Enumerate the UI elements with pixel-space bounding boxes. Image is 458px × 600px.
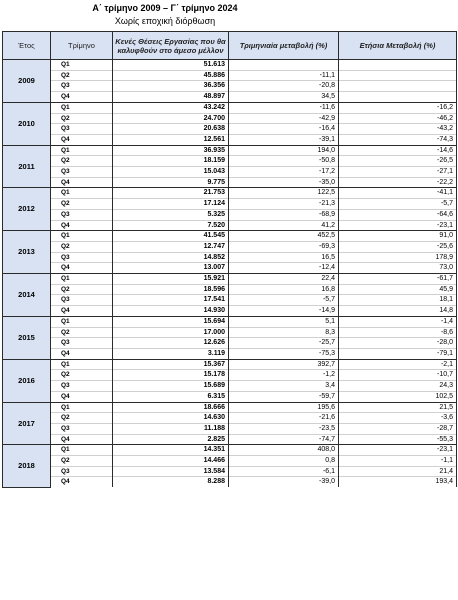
- quarterly-change-cell: 0,8: [229, 456, 339, 467]
- vacancies-cell: 15.694: [113, 316, 229, 327]
- table-row: [3, 327, 457, 338]
- annual-change-cell: 91,0: [339, 231, 457, 242]
- quarterly-change-cell: 3,4: [229, 381, 339, 392]
- quarterly-change-cell: -17,2: [229, 167, 339, 178]
- annual-change-cell: -23,1: [339, 220, 457, 231]
- report-subtitle: Χωρίς εποχική διόρθωση: [114, 16, 216, 26]
- quarterly-change-cell: -12,4: [229, 263, 339, 274]
- quarter-cell: Q1: [51, 60, 113, 71]
- quarter-cell: Q1: [51, 102, 113, 113]
- column-header-annual-change: Ετήσια Μεταβολή (%): [339, 32, 457, 60]
- quarterly-change-cell: -23,5: [229, 423, 339, 434]
- quarterly-change-cell: -59,7: [229, 391, 339, 402]
- annual-change-cell: -3,6: [339, 413, 457, 424]
- quarterly-change-cell: -39,1: [229, 134, 339, 145]
- vacancies-cell: 11.188: [113, 423, 229, 434]
- vacancies-cell: 36.935: [113, 145, 229, 156]
- quarter-cell: Q4: [51, 348, 113, 359]
- quarterly-change-cell: 122,5: [229, 188, 339, 199]
- vacancies-cell: 5.325: [113, 209, 229, 220]
- vacancies-cell: 14.351: [113, 445, 229, 456]
- table-row: [3, 241, 457, 252]
- vacancies-cell: 15.921: [113, 274, 229, 285]
- quarterly-change-cell: 392,7: [229, 359, 339, 370]
- quarter-cell: Q1: [51, 402, 113, 413]
- table-body: [3, 60, 457, 488]
- quarter-cell: Q4: [51, 134, 113, 145]
- quarterly-change-cell: 408,0: [229, 445, 339, 456]
- quarter-cell: Q1: [51, 231, 113, 242]
- vacancies-cell: 18.666: [113, 402, 229, 413]
- quarter-cell: Q4: [51, 92, 113, 103]
- vacancies-cell: 14.852: [113, 252, 229, 263]
- table-row: [3, 134, 457, 145]
- quarterly-change-cell: -35,0: [229, 177, 339, 188]
- quarterly-change-cell: -20,8: [229, 81, 339, 92]
- vacancies-table: [2, 31, 457, 488]
- vacancies-cell: 15.178: [113, 370, 229, 381]
- annual-change-cell: 73,0: [339, 263, 457, 274]
- quarter-cell: Q2: [51, 70, 113, 81]
- quarter-cell: Q3: [51, 81, 113, 92]
- annual-change-cell: -27,1: [339, 167, 457, 178]
- year-cell: 2013: [3, 231, 51, 274]
- quarter-cell: Q2: [51, 241, 113, 252]
- annual-change-cell: 45,9: [339, 284, 457, 295]
- vacancies-cell: 7.520: [113, 220, 229, 231]
- table-row: [3, 209, 457, 220]
- annual-change-cell: -22,2: [339, 177, 457, 188]
- annual-change-cell: -25,6: [339, 241, 457, 252]
- annual-change-cell: -16,2: [339, 102, 457, 113]
- quarterly-change-cell: 452,5: [229, 231, 339, 242]
- quarterly-change-cell: -42,9: [229, 113, 339, 124]
- vacancies-cell: 48.897: [113, 92, 229, 103]
- annual-change-cell: -10,7: [339, 370, 457, 381]
- quarter-cell: Q4: [51, 220, 113, 231]
- quarter-cell: Q4: [51, 434, 113, 445]
- quarter-cell: Q3: [51, 167, 113, 178]
- table-row: [3, 316, 457, 327]
- annual-change-cell: 193,4: [339, 477, 457, 487]
- table-row: [3, 306, 457, 317]
- quarterly-change-cell: -75,3: [229, 348, 339, 359]
- vacancies-cell: 17.000: [113, 327, 229, 338]
- quarter-cell: Q2: [51, 327, 113, 338]
- table-row: [3, 92, 457, 103]
- column-header-year: Έτος: [3, 32, 51, 60]
- quarterly-change-cell: -14,9: [229, 306, 339, 317]
- quarter-cell: Q1: [51, 316, 113, 327]
- annual-change-cell: -43,2: [339, 124, 457, 135]
- quarter-cell: Q3: [51, 124, 113, 135]
- year-cell: 2014: [3, 274, 51, 317]
- annual-change-cell: -1,1: [339, 456, 457, 467]
- quarter-cell: Q3: [51, 252, 113, 263]
- quarterly-change-cell: 5,1: [229, 316, 339, 327]
- vacancies-cell: 13.584: [113, 466, 229, 477]
- quarterly-change-cell: -25,7: [229, 338, 339, 349]
- vacancies-cell: 17.124: [113, 199, 229, 210]
- vacancies-cell: 13.007: [113, 263, 229, 274]
- annual-change-cell: 18,1: [339, 295, 457, 306]
- quarterly-change-cell: -11,6: [229, 102, 339, 113]
- table-row: [3, 466, 457, 477]
- quarter-cell: Q1: [51, 145, 113, 156]
- quarter-cell: Q3: [51, 423, 113, 434]
- table-row: [3, 60, 457, 71]
- table-row: [3, 177, 457, 188]
- table-row: [3, 338, 457, 349]
- quarterly-change-cell: -39,0: [229, 477, 339, 487]
- vacancies-cell: 9.775: [113, 177, 229, 188]
- vacancies-cell: 45.886: [113, 70, 229, 81]
- vacancies-cell: 14.930: [113, 306, 229, 317]
- annual-change-cell: 178,9: [339, 252, 457, 263]
- annual-change-cell: -26,5: [339, 156, 457, 167]
- annual-change-cell: 102,5: [339, 391, 457, 402]
- quarterly-change-cell: -21,6: [229, 413, 339, 424]
- vacancies-cell: 6.315: [113, 391, 229, 402]
- annual-change-cell: [339, 81, 457, 92]
- quarter-cell: Q4: [51, 477, 113, 487]
- vacancies-cell: 15.367: [113, 359, 229, 370]
- table-row: [3, 370, 457, 381]
- vacancies-cell: 14.466: [113, 456, 229, 467]
- quarterly-change-cell: 195,6: [229, 402, 339, 413]
- annual-change-cell: -8,6: [339, 327, 457, 338]
- quarter-cell: Q2: [51, 413, 113, 424]
- table-row: [3, 274, 457, 285]
- quarter-cell: Q4: [51, 263, 113, 274]
- quarter-cell: Q1: [51, 359, 113, 370]
- quarter-cell: Q3: [51, 466, 113, 477]
- vacancies-cell: 12.561: [113, 134, 229, 145]
- table-row: [3, 391, 457, 402]
- quarter-cell: Q3: [51, 381, 113, 392]
- vacancies-cell: 12.626: [113, 338, 229, 349]
- quarterly-change-cell: 16,5: [229, 252, 339, 263]
- annual-change-cell: 21,4: [339, 466, 457, 477]
- quarter-cell: Q2: [51, 370, 113, 381]
- quarterly-change-cell: -1,2: [229, 370, 339, 381]
- table-row: [3, 231, 457, 242]
- quarter-cell: Q4: [51, 391, 113, 402]
- quarterly-change-cell: 34,5: [229, 92, 339, 103]
- quarterly-change-cell: -74,7: [229, 434, 339, 445]
- vacancies-cell: 36.356: [113, 81, 229, 92]
- vacancies-cell: 8.288: [113, 477, 229, 487]
- table-row: [3, 220, 457, 231]
- annual-change-cell: -28,0: [339, 338, 457, 349]
- vacancies-cell: 51.613: [113, 60, 229, 71]
- table-row: [3, 295, 457, 306]
- annual-change-cell: 14,8: [339, 306, 457, 317]
- column-header-vacancies: Κενές Θέσεις Εργασίας που θα καλυφθούν στο άμεσο μέλλον: [113, 32, 229, 60]
- table-row: [3, 124, 457, 135]
- year-cell: 2017: [3, 402, 51, 445]
- annual-change-cell: -46,2: [339, 113, 457, 124]
- quarterly-change-cell: -16,4: [229, 124, 339, 135]
- table-row: [3, 113, 457, 124]
- table-row: [3, 284, 457, 295]
- quarter-cell: Q2: [51, 284, 113, 295]
- year-cell: 2010: [3, 102, 51, 145]
- table-row: [3, 413, 457, 424]
- table-row: [3, 381, 457, 392]
- table-row: [3, 156, 457, 167]
- table-row: [3, 81, 457, 92]
- vacancies-cell: 15.689: [113, 381, 229, 392]
- quarterly-change-cell: 41,2: [229, 220, 339, 231]
- vacancies-cell: 21.753: [113, 188, 229, 199]
- annual-change-cell: -23,1: [339, 445, 457, 456]
- quarter-cell: Q2: [51, 456, 113, 467]
- quarterly-change-cell: 22,4: [229, 274, 339, 285]
- year-cell: 2009: [3, 60, 51, 103]
- table-row: [3, 145, 457, 156]
- annual-change-cell: -14,6: [339, 145, 457, 156]
- year-cell: 2016: [3, 359, 51, 402]
- vacancies-cell: 43.242: [113, 102, 229, 113]
- table-row: [3, 359, 457, 370]
- vacancies-cell: 2.825: [113, 434, 229, 445]
- report-title: Α΄ τρίμηνο 2009 – Γ΄ τρίμηνο 2024: [92, 3, 238, 13]
- table-row: [3, 188, 457, 199]
- annual-change-cell: [339, 92, 457, 103]
- quarter-cell: Q1: [51, 445, 113, 456]
- annual-change-cell: [339, 60, 457, 71]
- annual-change-cell: -2,1: [339, 359, 457, 370]
- quarterly-change-cell: -21,3: [229, 199, 339, 210]
- annual-change-cell: -41,1: [339, 188, 457, 199]
- table-row: [3, 348, 457, 359]
- vacancies-cell: 41.545: [113, 231, 229, 242]
- table-row: [3, 456, 457, 467]
- table-row: [3, 252, 457, 263]
- table-row: [3, 477, 457, 487]
- year-cell: 2015: [3, 316, 51, 359]
- quarterly-change-cell: -5,7: [229, 295, 339, 306]
- quarterly-change-cell: -11,1: [229, 70, 339, 81]
- quarterly-change-cell: -69,3: [229, 241, 339, 252]
- annual-change-cell: -1,4: [339, 316, 457, 327]
- table-row: [3, 199, 457, 210]
- year-cell: 2018: [3, 445, 51, 487]
- quarter-cell: Q1: [51, 188, 113, 199]
- annual-change-cell: -61,7: [339, 274, 457, 285]
- annual-change-cell: 21,5: [339, 402, 457, 413]
- quarterly-change-cell: -50,8: [229, 156, 339, 167]
- table-row: [3, 423, 457, 434]
- annual-change-cell: -74,3: [339, 134, 457, 145]
- quarterly-change-cell: 8,3: [229, 327, 339, 338]
- quarter-cell: Q3: [51, 209, 113, 220]
- vacancies-cell: 17.541: [113, 295, 229, 306]
- table-row: [3, 167, 457, 178]
- year-cell: 2011: [3, 145, 51, 188]
- annual-change-cell: -5,7: [339, 199, 457, 210]
- quarter-cell: Q2: [51, 199, 113, 210]
- vacancies-cell: 14.630: [113, 413, 229, 424]
- table-row: [3, 70, 457, 81]
- table-row: [3, 445, 457, 456]
- quarterly-change-cell: -6,1: [229, 466, 339, 477]
- quarter-cell: Q4: [51, 177, 113, 188]
- quarterly-change-cell: 194,0: [229, 145, 339, 156]
- quarter-cell: Q4: [51, 306, 113, 317]
- year-cell: 2012: [3, 188, 51, 231]
- table-row: [3, 402, 457, 413]
- table-row: [3, 263, 457, 274]
- annual-change-cell: -79,1: [339, 348, 457, 359]
- vacancies-cell: 18.596: [113, 284, 229, 295]
- annual-change-cell: 24,3: [339, 381, 457, 392]
- vacancies-cell: 15.043: [113, 167, 229, 178]
- table-header-row: [3, 32, 457, 60]
- annual-change-cell: -64,6: [339, 209, 457, 220]
- quarterly-change-cell: 16,8: [229, 284, 339, 295]
- quarter-cell: Q3: [51, 338, 113, 349]
- column-header-quarterly-change: Τριμηνιαία μεταβολή (%): [229, 32, 339, 60]
- quarter-cell: Q3: [51, 295, 113, 306]
- annual-change-cell: -55,3: [339, 434, 457, 445]
- vacancies-cell: 18.159: [113, 156, 229, 167]
- quarterly-change-cell: [229, 60, 339, 71]
- table-row: [3, 434, 457, 445]
- vacancies-cell: 3.119: [113, 348, 229, 359]
- annual-change-cell: [339, 70, 457, 81]
- vacancies-cell: 12.747: [113, 241, 229, 252]
- quarter-cell: Q2: [51, 156, 113, 167]
- table-row: [3, 102, 457, 113]
- vacancies-cell: 24.700: [113, 113, 229, 124]
- vacancies-cell: 20.638: [113, 124, 229, 135]
- column-header-quarter: Τρίμηνο: [51, 32, 113, 60]
- quarter-cell: Q2: [51, 113, 113, 124]
- annual-change-cell: -28,7: [339, 423, 457, 434]
- quarterly-change-cell: -68,9: [229, 209, 339, 220]
- quarter-cell: Q1: [51, 274, 113, 285]
